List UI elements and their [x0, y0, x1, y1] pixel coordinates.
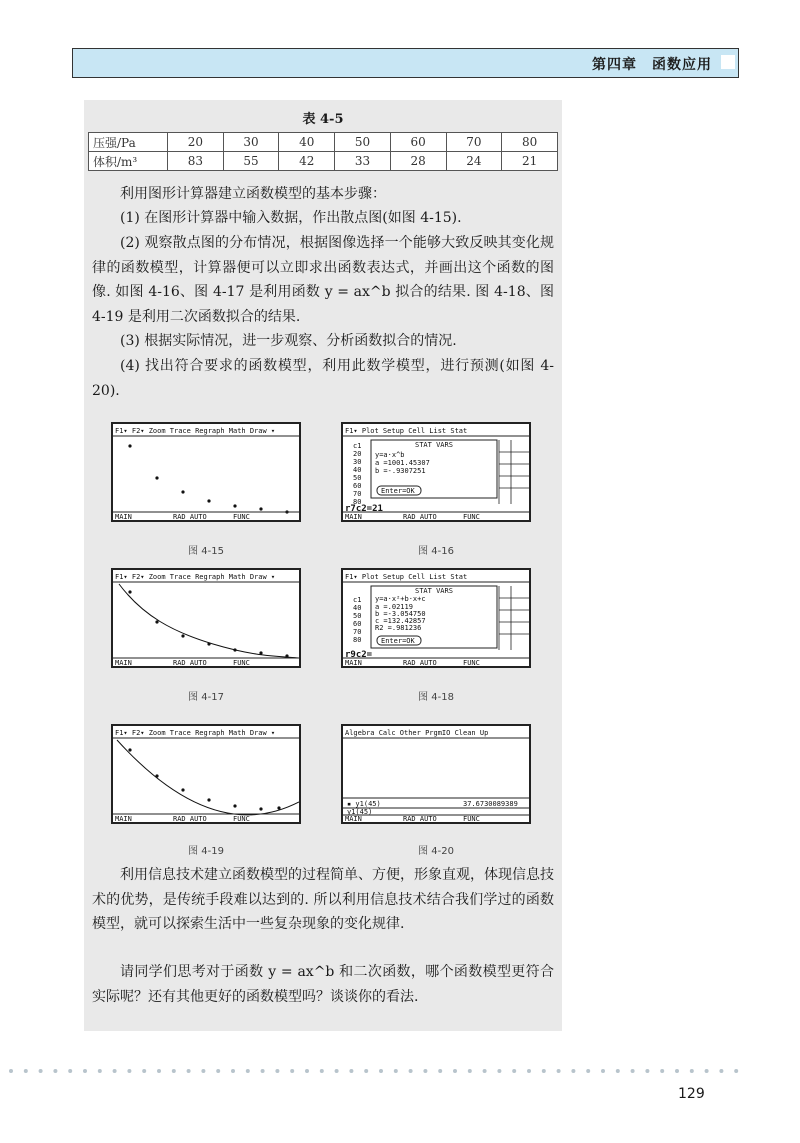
data-point [233, 804, 236, 807]
table-cell: 28 [390, 152, 446, 171]
list-cell: 80 [353, 636, 362, 644]
footer-dot [335, 1069, 339, 1073]
data-point [233, 504, 236, 507]
data-point [259, 507, 262, 510]
footer-dot [98, 1069, 102, 1073]
table-cell: 体积/m³ [89, 152, 168, 171]
data-point [128, 748, 131, 751]
footer-dot [660, 1069, 664, 1073]
footer-dot [24, 1069, 28, 1073]
svg-text:RAD AUTO: RAD AUTO [173, 815, 207, 822]
figure-4-18-screen [341, 568, 531, 668]
table-row [89, 152, 558, 171]
data-point [181, 634, 184, 637]
status-right: FUNC [233, 513, 250, 520]
footer-dot [364, 1069, 368, 1073]
list-cell: 40 [353, 466, 362, 474]
calc-menu-bar: Algebra Calc Other PrgmIO Clean Up [345, 729, 489, 737]
footer-dot [305, 1069, 309, 1073]
footer-dot [690, 1069, 694, 1073]
list-cell: c1 [353, 442, 362, 450]
list-column [353, 596, 361, 644]
ok-text: Enter=OK [381, 637, 415, 645]
table-cell: 33 [335, 152, 391, 171]
list-cell: c1 [353, 596, 362, 604]
svg-text:RAD AUTO: RAD AUTO [403, 815, 437, 822]
content-panel [84, 100, 562, 1031]
footer-dot [557, 1069, 561, 1073]
footer-dot [453, 1069, 457, 1073]
svg-text:FUNC: FUNC [463, 513, 480, 520]
footer-dot [187, 1069, 191, 1073]
footer-dot [645, 1069, 649, 1073]
fit-curve [117, 740, 299, 815]
footer-dot [675, 1069, 679, 1073]
ok-text: Enter=OK [381, 487, 415, 495]
table-cell: 30 [223, 133, 279, 152]
figure-4-20-screen [341, 724, 531, 824]
table-cell: 42 [279, 152, 335, 171]
data-point [277, 806, 280, 809]
footer-dot [409, 1069, 413, 1073]
table-cell: 50 [335, 133, 391, 152]
svg-text:FUNC: FUNC [233, 815, 250, 822]
stat-line: a =.02119 [375, 603, 413, 611]
svg-text:MAIN: MAIN [345, 815, 362, 822]
list-cell: 60 [353, 482, 362, 490]
figure-4-15-screen [111, 422, 301, 522]
data-point [233, 648, 236, 651]
dialog-title: STAT VARS [415, 587, 453, 595]
list-cell: 50 [353, 612, 362, 620]
footer-dot [468, 1069, 472, 1073]
footer-dot [616, 1069, 620, 1073]
cell-status: r9c2= [345, 650, 373, 660]
footer-dot [379, 1069, 383, 1073]
history-entry: ▪ y1(45) [347, 800, 381, 808]
calc-menu-bar: F1▾ Plot Setup Cell List Stat [345, 427, 468, 435]
figure-caption: 图 4-18 [418, 692, 454, 703]
stat-line: y=a·x^b [375, 451, 405, 459]
grid-columns [499, 440, 529, 504]
svg-text:FUNC: FUNC [463, 815, 480, 822]
table-cell: 55 [223, 152, 279, 171]
footer-dot [290, 1069, 294, 1073]
footer-dot [39, 1069, 43, 1073]
figure-caption: 图 4-15 [188, 546, 224, 557]
footer-dot [719, 1069, 723, 1073]
footer-dot [542, 1069, 546, 1073]
table-cell: 80 [502, 133, 558, 152]
table-cell: 压强/Pa [89, 133, 168, 152]
table-caption: 表 4-5 [302, 112, 344, 127]
paragraph: 请同学们思考对于函数 y = ax^b 和二次函数，哪个函数模型更符合实际呢？还有其他更好的函数模型吗？谈谈你的看法. [92, 964, 554, 1005]
footer-dot [394, 1069, 398, 1073]
figure-4-17-screen [111, 568, 301, 668]
stat-line: R2 =.981236 [375, 624, 422, 632]
table-cell: 40 [279, 133, 335, 152]
svg-text:FUNC: FUNC [233, 659, 250, 666]
list-cell: 40 [353, 604, 362, 612]
stat-line: b =-3.054750 [375, 610, 426, 618]
data-point [181, 788, 184, 791]
footer-dot [483, 1069, 487, 1073]
svg-text:MAIN: MAIN [345, 659, 362, 666]
calc-menu-bar: F1▾ Plot Setup Cell List Stat [345, 573, 468, 581]
calc-menu-bar: F1▾ F2▾ Zoom Trace Regraph Math Draw ▾ [115, 427, 276, 435]
figure-caption: 图 4-19 [188, 846, 224, 857]
table-cell: 70 [446, 133, 502, 152]
list-cell: 50 [353, 474, 362, 482]
table-cell: 83 [168, 152, 224, 171]
footer-dotted-line [8, 1068, 748, 1074]
footer-dot [172, 1069, 176, 1073]
data-table [88, 132, 558, 171]
footer-dot [631, 1069, 635, 1073]
footer-dot [734, 1069, 738, 1073]
footer-dot [53, 1069, 57, 1073]
data-point [181, 490, 184, 493]
table-cell: 20 [168, 133, 224, 152]
cell-status: r7c2=21 [345, 504, 383, 514]
table-cell: 24 [446, 152, 502, 171]
footer-dot [127, 1069, 131, 1073]
paragraph: (3) 根据实际情况，进一步观察、分析函数拟合的情况. [120, 333, 457, 349]
stat-line: b =-.9307251 [375, 467, 426, 475]
footer-dot [275, 1069, 279, 1073]
footer-dot [9, 1069, 13, 1073]
grid-columns [499, 586, 529, 650]
figure-4-19-screen [111, 724, 301, 824]
list-cell: 60 [353, 620, 362, 628]
footer-dot [349, 1069, 353, 1073]
footer-dot [261, 1069, 265, 1073]
data-point [128, 444, 131, 447]
data-point [155, 774, 158, 777]
figure-caption: 图 4-20 [418, 846, 454, 857]
paragraph: (1) 在图形计算器中输入数据，作出散点图(如图 4-15). [120, 210, 462, 226]
footer-dot [113, 1069, 117, 1073]
data-point [207, 499, 210, 502]
table-row [89, 133, 558, 152]
svg-text:MAIN: MAIN [345, 513, 362, 520]
data-point [259, 807, 262, 810]
svg-text:RAD AUTO: RAD AUTO [403, 513, 437, 520]
footer-dot [586, 1069, 590, 1073]
figure-caption: 图 4-17 [188, 692, 224, 703]
data-point [207, 798, 210, 801]
scatter-points [128, 444, 288, 513]
page-number: 129 [678, 1086, 705, 1102]
data-point [155, 476, 158, 479]
history-result: 37.6730089389 [463, 800, 518, 808]
chapter-header [72, 48, 739, 78]
status-mid: RAD AUTO [173, 513, 207, 520]
figure-4-16-screen [341, 422, 531, 522]
footer-dot [527, 1069, 531, 1073]
footer-dot [423, 1069, 427, 1073]
figure-caption: 图 4-16 [418, 546, 454, 557]
data-point [155, 620, 158, 623]
footer-dot [438, 1069, 442, 1073]
table-cell: 21 [502, 152, 558, 171]
entry-line: y1(45) [347, 808, 373, 816]
scatter-points [128, 748, 280, 810]
footer-dot [83, 1069, 87, 1073]
footer-dot [320, 1069, 324, 1073]
paragraph: 利用信息技术建立函数模型的过程简单、方便，形象直观，体现信息技术的优势，是传统手段难以达到的. 所以利用信息技术结合我们学过的函数模型，就可以探索生活中一些复杂现象的变化规律. [92, 867, 554, 932]
paragraph: (2) 观察散点图的分布情况，根据图像选择一个能够大致反映其变化规律的函数模型，计算器便可以立即求出函数表达式，并画出这个函数的图像. 如图 4-16、图 4-17 是利用函数 y = ax^b 拟合的结果. 图 4-18、图 4-19 是利用二次函数拟合的结果. [92, 235, 554, 325]
calc-menu-bar: F1▾ F2▾ Zoom Trace Regraph Math Draw ▾ [115, 729, 276, 737]
list-cell: 70 [353, 628, 362, 636]
footer-dot [512, 1069, 516, 1073]
data-point [128, 590, 131, 593]
svg-text:RAD AUTO: RAD AUTO [403, 659, 437, 666]
data-point [259, 651, 262, 654]
stat-line: y=a·x²+b·x+c [375, 595, 426, 603]
stat-line: a =1001.45307 [375, 459, 430, 467]
footer-dot [571, 1069, 575, 1073]
list-cell: 30 [353, 458, 362, 466]
list-cell: 20 [353, 450, 362, 458]
footer-dot [201, 1069, 205, 1073]
fit-curve [119, 584, 299, 658]
chapter-title: 第四章 函数应用 [592, 57, 712, 73]
paragraph: 利用图形计算器建立函数模型的基本步骤： [120, 186, 386, 202]
stat-line: c =132.42857 [375, 617, 426, 625]
footer-dot [157, 1069, 161, 1073]
footer-dot [705, 1069, 709, 1073]
data-point [207, 642, 210, 645]
status-left: MAIN [115, 513, 132, 520]
calc-menu-bar: F1▾ F2▾ Zoom Trace Regraph Math Draw ▾ [115, 573, 276, 581]
footer-dot [142, 1069, 146, 1073]
scatter-plot [113, 424, 299, 520]
footer-dot [246, 1069, 250, 1073]
list-cell: 80 [353, 498, 362, 506]
svg-text:RAD AUTO: RAD AUTO [173, 659, 207, 666]
table-cell: 60 [390, 133, 446, 152]
scatter-points [128, 590, 288, 657]
footer-dot [231, 1069, 235, 1073]
dialog-title: STAT VARS [415, 441, 453, 449]
data-point [285, 654, 288, 657]
footer-dot [601, 1069, 605, 1073]
paragraph: (4) 找出符合要求的函数模型，利用此数学模型，进行预测(如图 4-20). [92, 358, 554, 399]
svg-text:MAIN: MAIN [115, 659, 132, 666]
svg-text:MAIN: MAIN [115, 815, 132, 822]
list-cell: 70 [353, 490, 362, 498]
footer-dot [497, 1069, 501, 1073]
footer-dot [68, 1069, 72, 1073]
header-square-icon [721, 55, 735, 69]
footer-dot [216, 1069, 220, 1073]
list-column [353, 442, 361, 506]
svg-text:FUNC: FUNC [463, 659, 480, 666]
